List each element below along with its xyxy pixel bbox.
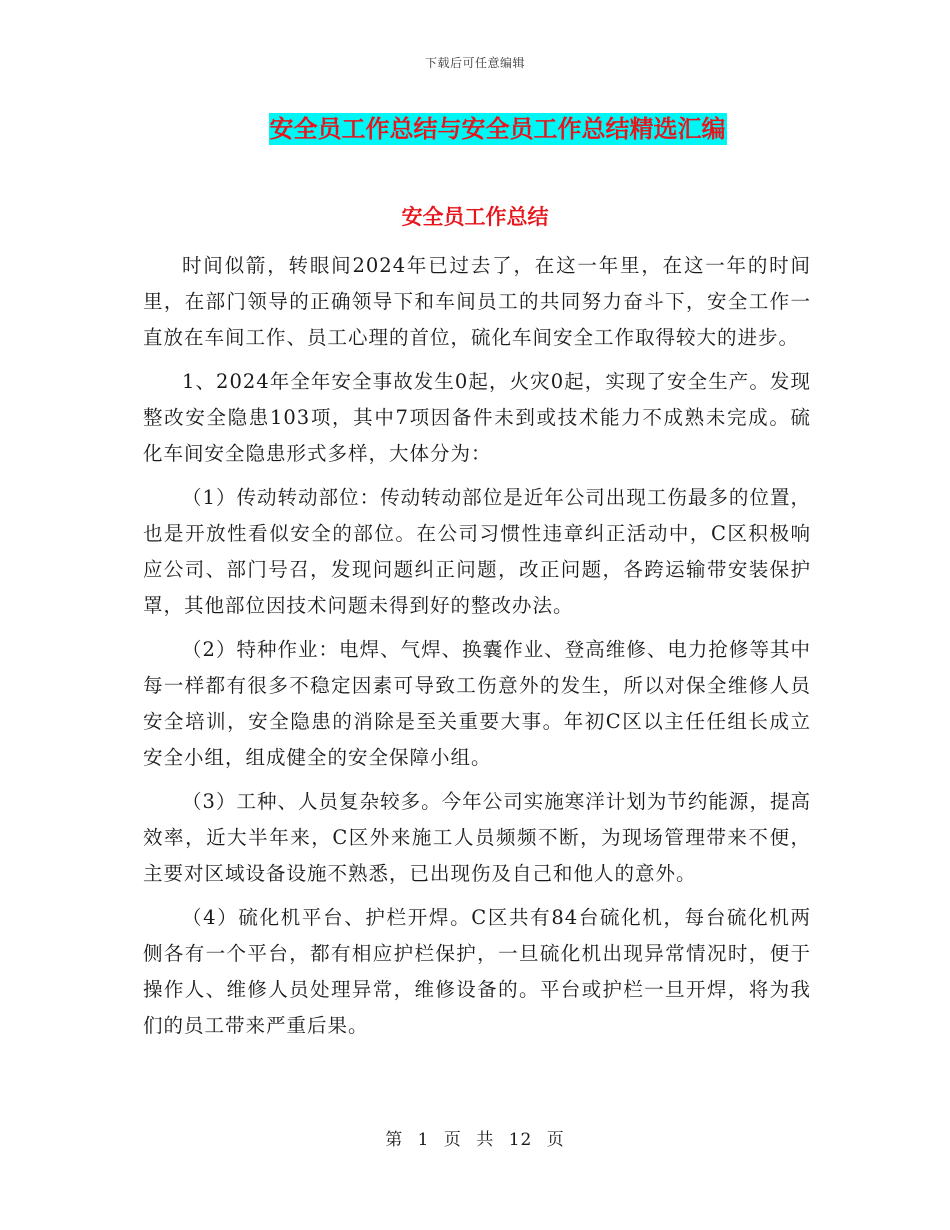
footer-page-unit: 页 xyxy=(443,1130,462,1150)
footer-page-label: 第 xyxy=(385,1130,404,1150)
main-title: 安全员工作总结与安全员工作总结精选汇编 xyxy=(269,115,726,143)
paragraph-subitem-3: （3）工种、人员复杂较多。今年公司实施寒洋计划为节约能源，提高效率，近大半年来，C区外来施工人员频频不断，为现场管理带来不便，主要对区域设备设施不熟悉，已出现伤及自己和他人的意外。 xyxy=(143,790,811,885)
page-footer xyxy=(0,1125,950,1150)
main-title-container xyxy=(0,113,950,145)
section-title: 安全员工作总结 xyxy=(401,205,549,229)
paragraph-intro: 时间似箭，转眼间2024年已过去了，在这一年里，在这一年的时间里，在部门领导的正确领导下和车间员工的共同努力奋斗下，安全工作一直放在车间工作、员工心理的首位，硫化车间安全工作取得较大的进步。 xyxy=(143,254,811,349)
footer-total-label: 共 xyxy=(476,1130,495,1150)
paragraph-subitem-2: （2）特种作业：电焊、气焊、换囊作业、登高维修、电力抢修等其中每一样都有很多不稳定因素可导致工伤意外的发生，所以对保全维修人员安全培训，安全隐患的消除是至关重要大事。年初C区以主任任组长成立安全小组，组成健全的安全保障小组。 xyxy=(143,638,811,769)
paragraph-subitem-1: （1）传动转动部位：传动转动部位是近年公司出现工伤最多的位置，也是开放性看似安全的部位。在公司习惯性违章纠正活动中，C区积极响应公司、部门号召，发现问题纠正问题，改正问题，各跨运输带安装保护罩，其他部位因技术问题未得到好的整改办法。 xyxy=(143,486,811,617)
paragraph-item-1: 1、2024年全年安全事故发生0起，火灾0起，实现了安全生产。发现整改安全隐患103项，其中7项因备件未到或技术能力不成熟未完成。硫化车间安全隐患形式多样，大体分为： xyxy=(143,370,811,465)
footer-current-page: 1 xyxy=(417,1130,430,1150)
body-text xyxy=(143,248,811,1052)
footer-total-unit: 页 xyxy=(546,1130,565,1150)
footer-total-pages: 12 xyxy=(508,1130,533,1150)
paragraph-subitem-4: （4）硫化机平台、护栏开焊。C区共有84台硫化机，每台硫化机两侧各有一个平台，都有相应护栏保护，一旦硫化机出现异常情况时，便于操作人、维修人员处理异常，维修设备的。平台或护栏一旦开焊，将为我们的员工带来严重后果。 xyxy=(143,906,811,1037)
header-note: 下载后可任意编辑 xyxy=(424,56,525,70)
